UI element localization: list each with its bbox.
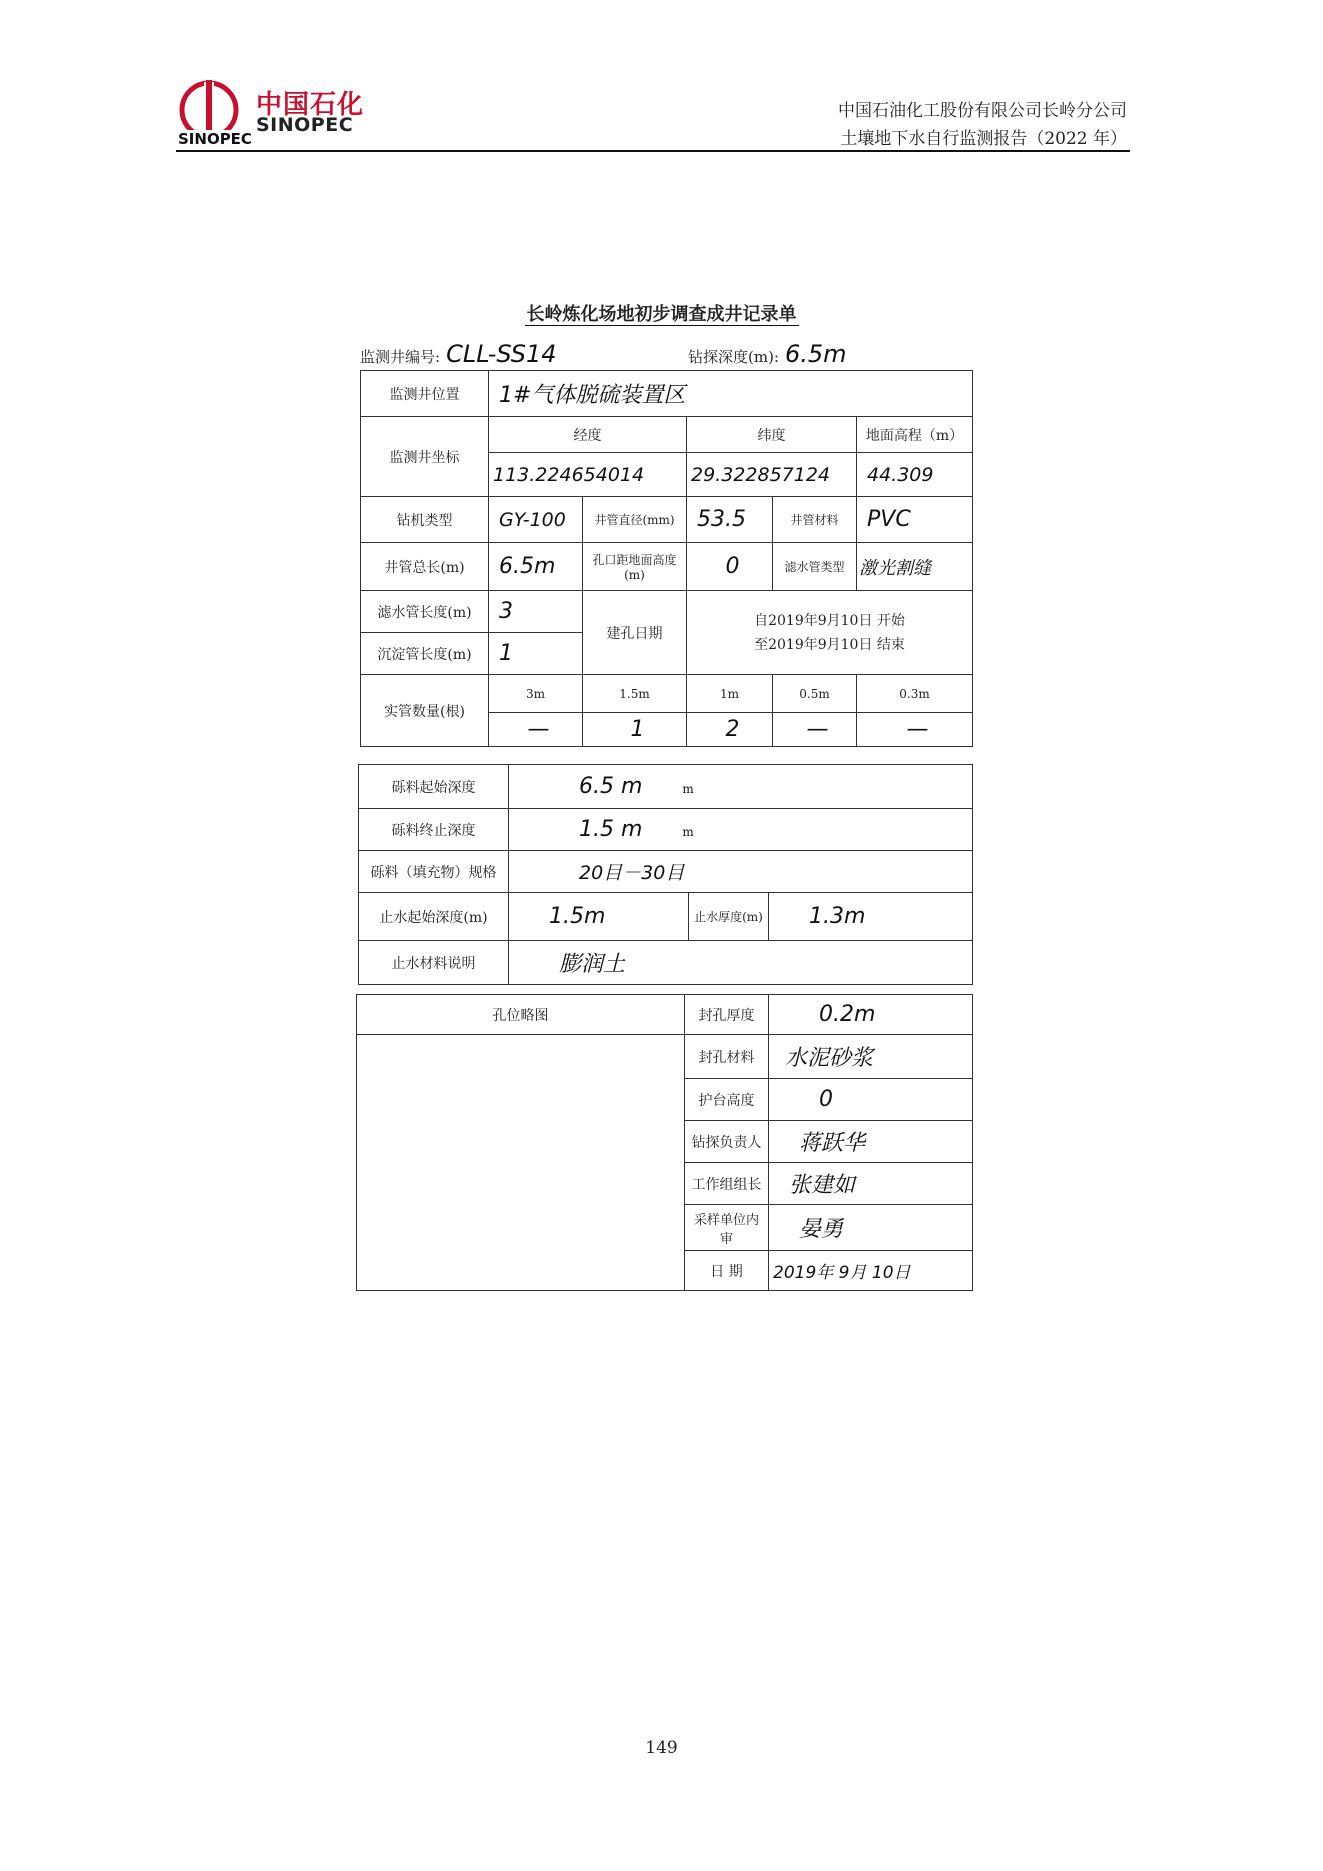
gravel-spec-label: 砾料（填充物）规格 — [359, 851, 509, 893]
pipe-length-value: 6.5m — [489, 543, 583, 591]
drill-depth-value: 6.5m — [784, 340, 847, 368]
reviewer-label: 采样单位内审 — [685, 1205, 769, 1251]
logo-chinese-text: 中国石化 — [256, 90, 365, 120]
pipe-diameter-label: 井管直径(mm) — [583, 497, 687, 543]
hole-above-ground-label: 孔口距地面高度(m) — [583, 543, 687, 591]
date-to: 至2019年9月10日 结束 — [754, 636, 905, 653]
solid-pipe-label: 实管数量(根) — [361, 675, 489, 747]
gravel-start-cell — [509, 765, 973, 809]
platform-height-label: 护台高度 — [685, 1079, 769, 1121]
seal-material-value: 膨润土 — [509, 941, 973, 985]
date-label: 日 期 — [685, 1251, 769, 1291]
gravel-end-cell — [509, 809, 973, 851]
cap-material-value: 水泥砂浆 — [769, 1035, 973, 1079]
sump-length-value: 1 — [489, 633, 583, 675]
reviewer-value: 晏勇 — [769, 1205, 973, 1251]
location-label: 监测井位置 — [361, 371, 489, 417]
solid-pipe-size: 0.5m — [773, 675, 857, 713]
cap-thickness-label: 封孔厚度 — [685, 995, 769, 1035]
pipe-diameter-value: 53.5 — [687, 497, 773, 543]
team-leader-value: 张建如 — [769, 1163, 973, 1205]
longitude-label: 经度 — [489, 417, 687, 453]
gravel-start-unit: m — [682, 782, 694, 796]
screen-length-label: 滤水管长度(m) — [361, 591, 489, 633]
seal-thickness-value: 1.3m — [769, 893, 973, 941]
gravel-start-label: 砾料起始深度 — [359, 765, 509, 809]
header-rule — [176, 150, 1130, 152]
gravel-end-unit: m — [682, 825, 694, 839]
well-record-table-upper — [360, 370, 973, 747]
team-leader-label: 工作组组长 — [685, 1163, 769, 1205]
screen-type-value: 激光割缝 — [857, 543, 973, 591]
platform-height-value: 0 — [769, 1079, 973, 1121]
driller-label: 钻探负责人 — [685, 1121, 769, 1163]
page-header — [0, 0, 1323, 150]
solid-pipe-size: 0.3m — [857, 675, 973, 713]
svg-text:SINOPEC: SINOPEC — [178, 130, 252, 148]
well-number-label: 监测井编号: — [360, 348, 441, 366]
build-date-label: 建孔日期 — [583, 591, 687, 675]
driller-value: 蒋跃华 — [769, 1121, 973, 1163]
logo-english-text: SINOPEC — [256, 114, 354, 136]
rig-type-label: 钻机类型 — [361, 497, 489, 543]
gravel-end-value: 1.5 m — [579, 817, 643, 842]
location-value: 1#气体脱硫装置区 — [489, 371, 973, 417]
date-value: 2019年 9月 10日 — [769, 1251, 973, 1291]
well-record-table-middle — [358, 764, 973, 985]
company-name: 中国石油化工股份有限公司长岭分公司 — [838, 101, 1127, 121]
screen-type-label: 滤水管类型 — [773, 543, 857, 591]
seal-start-value: 1.5m — [509, 893, 689, 941]
page-number: 149 — [645, 1738, 678, 1758]
screen-length-value: 3 — [489, 591, 583, 633]
latitude-value: 29.322857124 — [687, 453, 857, 497]
pipe-material-label: 井管材料 — [773, 497, 857, 543]
pipe-length-label: 井管总长(m) — [361, 543, 489, 591]
solid-pipe-size: 3m — [489, 675, 583, 713]
drill-depth-label: 钻探深度(m): — [688, 348, 779, 366]
longitude-value: 113.224654014 — [489, 453, 687, 497]
solid-pipe-count: — — [489, 713, 583, 747]
solid-pipe-count: 2 — [687, 713, 773, 747]
sump-length-label: 沉淀管长度(m) — [361, 633, 489, 675]
report-title: 土壤地下水自行监测报告（2022 年） — [840, 129, 1127, 149]
date-from: 自2019年9月10日 开始 — [754, 612, 905, 629]
solid-pipe-size: 1m — [687, 675, 773, 713]
seal-material-label: 止水材料说明 — [359, 941, 509, 985]
cap-thickness-value: 0.2m — [769, 995, 973, 1035]
rig-type-value: GY-100 — [489, 497, 583, 543]
form-title: 长岭炼化场地初步调查成井记录单 — [526, 304, 797, 325]
elevation-value: 44.309 — [857, 453, 973, 497]
sketch-area — [357, 1035, 685, 1291]
elevation-label: 地面高程（m） — [857, 417, 973, 453]
seal-start-label: 止水起始深度(m) — [359, 893, 509, 941]
gravel-start-value: 6.5 m — [579, 774, 643, 799]
well-number-value: CLL-SS14 — [446, 340, 557, 368]
hole-above-ground-value: 0 — [687, 543, 773, 591]
pipe-material-value: PVC — [857, 497, 973, 543]
cap-material-label: 封孔材料 — [685, 1035, 769, 1079]
build-date-range — [687, 591, 973, 675]
solid-pipe-count: 1 — [583, 713, 687, 747]
solid-pipe-count: — — [773, 713, 857, 747]
seal-thickness-label: 止水厚度(m) — [689, 893, 769, 941]
well-number-line — [360, 340, 557, 368]
well-record-table-lower — [356, 994, 973, 1291]
solid-pipe-size: 1.5m — [583, 675, 687, 713]
sketch-label: 孔位略图 — [357, 995, 685, 1035]
drill-depth-line — [688, 340, 847, 368]
gravel-spec-value: 20目－30目 — [509, 851, 973, 893]
sinopec-logo-icon — [176, 76, 252, 148]
gravel-end-label: 砾料终止深度 — [359, 809, 509, 851]
solid-pipe-count: — — [857, 713, 973, 747]
latitude-label: 纬度 — [687, 417, 857, 453]
coord-label: 监测井坐标 — [361, 417, 489, 497]
